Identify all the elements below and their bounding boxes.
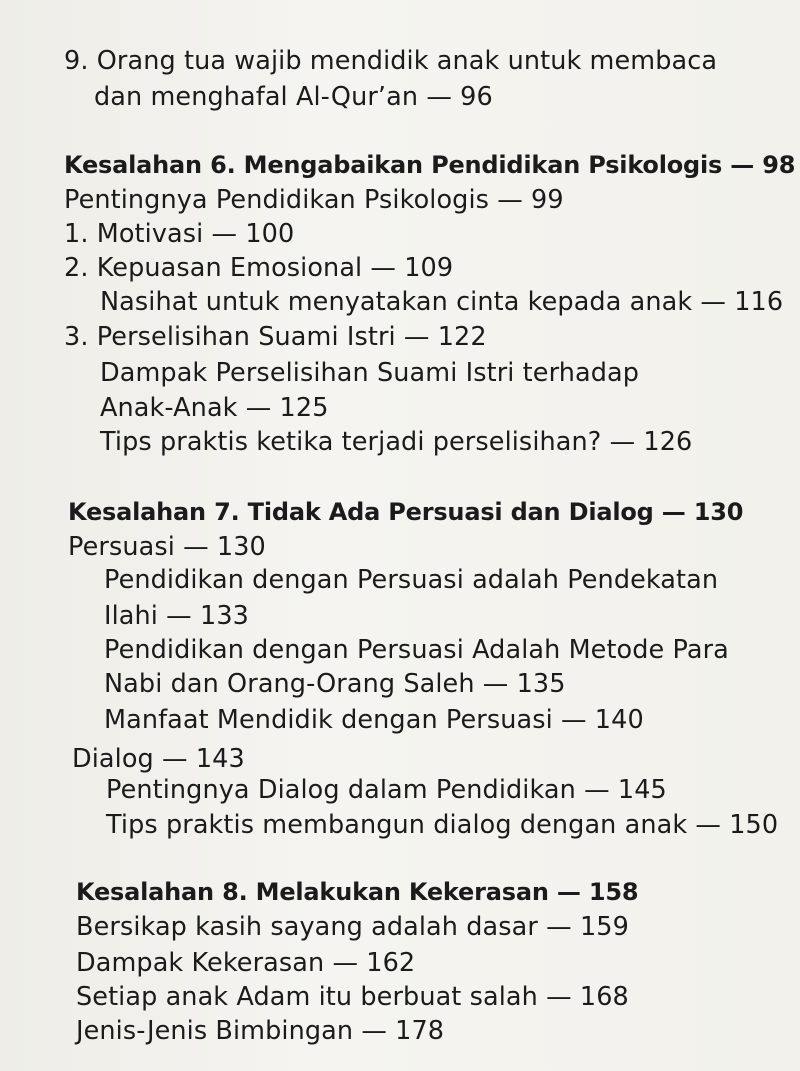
- toc-entry-persuasi: Persuasi — 130: [68, 532, 266, 562]
- toc-entry-dampak-perselisihan: Dampak Perselisihan Suami Istri terhadap: [100, 358, 639, 388]
- toc-entry-item-9: 9. Orang tua wajib mendidik anak untuk membaca: [64, 46, 718, 76]
- toc-entry-manfaat-persuasi: Manfaat Mendidik dengan Persuasi — 140: [104, 705, 644, 735]
- toc-entry-motivasi: 1. Motivasi — 100: [64, 219, 295, 249]
- chapter-7-heading: Kesalahan 7. Tidak Ada Persuasi dan Dialog — 130: [68, 498, 744, 526]
- toc-entry-psikologis: Pentingnya Pendidikan Psikologis — 99: [64, 185, 564, 215]
- toc-entry-dampak-perselisihan-cont: Anak-Anak — 125: [100, 393, 329, 423]
- toc-entry-kepuasan: 2. Kepuasan Emosional — 109: [64, 253, 454, 283]
- toc-entry-kasih-sayang: Bersikap kasih sayang adalah dasar — 159: [76, 912, 629, 942]
- toc-entry-persuasi-nabi: Pendidikan dengan Persuasi Adalah Metode Para: [104, 635, 729, 665]
- toc-entry-dampak-kekerasan: Dampak Kekerasan — 162: [76, 948, 416, 978]
- toc-entry-item-9-cont: dan menghafal Al-Qur’an — 96: [94, 82, 493, 112]
- toc-entry-persuasi-ilahi: Pendidikan dengan Persuasi adalah Pendekatan: [104, 565, 719, 595]
- toc-entry-tips-dialog: Tips praktis membangun dialog dengan anak — 150: [106, 810, 779, 840]
- toc-entry-jenis-bimbingan: Jenis-Jenis Bimbingan — 178: [76, 1016, 445, 1046]
- toc-entry-perselisihan: 3. Perselisihan Suami Istri — 122: [64, 322, 487, 352]
- toc-entry-nasihat: Nasihat untuk menyatakan cinta kepada anak — 116: [100, 287, 784, 317]
- chapter-6-heading: Kesalahan 6. Mengabaikan Pendidikan Psikologis — 98: [64, 151, 796, 179]
- toc-entry-anak-adam: Setiap anak Adam itu berbuat salah — 168: [76, 982, 629, 1012]
- toc-entry-pentingnya-dialog: Pentingnya Dialog dalam Pendidikan — 145: [106, 775, 667, 805]
- toc-entry-dialog: Dialog — 143: [72, 744, 245, 774]
- toc-entry-persuasi-ilahi-cont: Ilahi — 133: [104, 601, 249, 631]
- toc-entry-persuasi-nabi-cont: Nabi dan Orang-Orang Saleh — 135: [104, 669, 566, 699]
- chapter-8-heading: Kesalahan 8. Melakukan Kekerasan — 158: [76, 878, 639, 906]
- toc-entry-tips-perselisihan: Tips praktis ketika terjadi perselisihan? — 126: [100, 427, 693, 457]
